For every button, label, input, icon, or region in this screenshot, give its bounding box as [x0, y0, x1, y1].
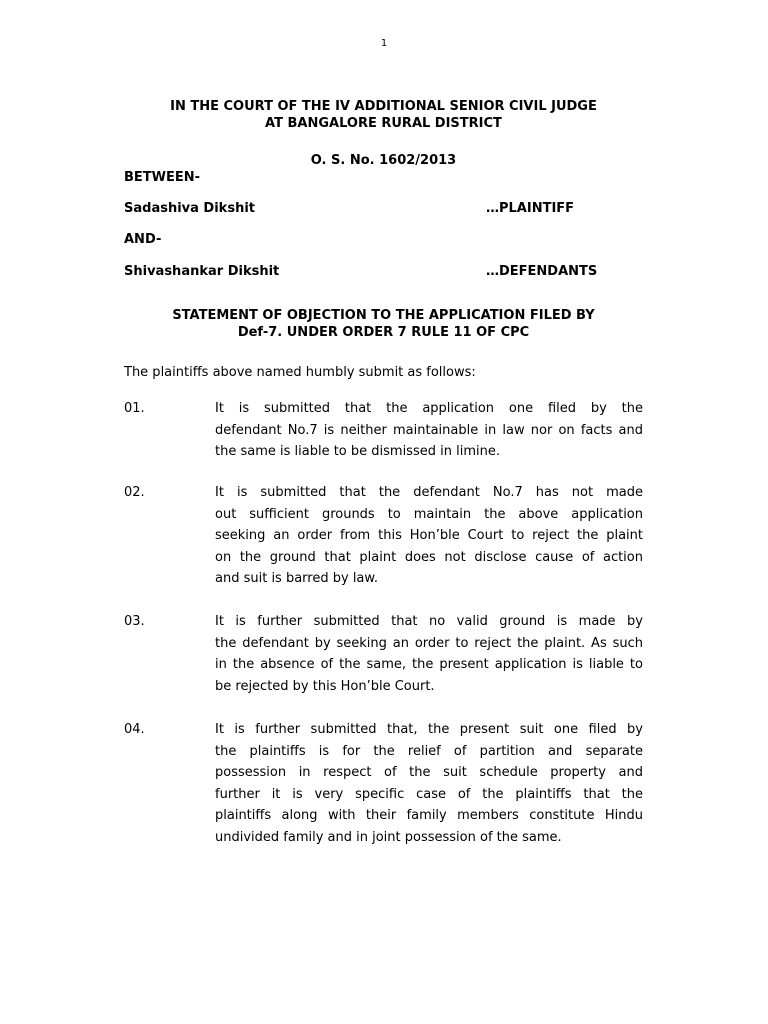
paragraph-line: It is further submitted that, the present suit one filed by	[215, 722, 643, 737]
case-number: O. S. No. 1602/2013	[310, 153, 457, 168]
statement-heading: STATEMENT OF OBJECTION TO THE APPLICATION FILED BY Def-7. UNDER ORDER 7 RULE 11 OF CPC	[172, 308, 595, 340]
paragraph-number-01: 01.	[124, 401, 145, 416]
paragraph-line: the plaintiffs is for the relief of partition and separate	[215, 743, 643, 759]
court-heading: IN THE COURT OF THE IV ADDITIONAL SENIOR CIVIL JUDGE AT BANGALORE RURAL DISTRICT	[170, 99, 597, 131]
paragraph-line: in the absence of the same, the present application is liable to	[215, 657, 643, 672]
between-label: BETWEEN-	[124, 170, 201, 185]
paragraph-line: defendant No.7 is neither maintainable in law nor on facts and	[215, 422, 643, 438]
paragraph-text-04	[169, 719, 643, 848]
paragraph-text-01	[169, 398, 643, 463]
paragraph-number-04: 04.	[124, 722, 145, 737]
paragraph-number-03: 03.	[124, 614, 145, 629]
intro-text: The plaintiffs above named humbly submit as follows:	[124, 365, 476, 380]
paragraph-line: possession in respect of the suit schedule property and	[215, 765, 643, 780]
plaintiff-name: Sadashiva Dikshit	[124, 201, 255, 216]
paragraph-line: the same is liable to be dismissed in limine.	[215, 444, 500, 459]
paragraph-line: and suit is barred by law.	[215, 571, 378, 586]
paragraph-line: out sufficient grounds to maintain the above application	[215, 506, 643, 522]
paragraph-line: further it is very specific case of the plaintiffs that the	[215, 786, 643, 802]
paragraph-line: It is submitted that the application one filed by the	[215, 401, 643, 416]
defendant-role: …DEFENDANTS	[486, 264, 598, 279]
paragraph-text-03	[169, 611, 643, 697]
paragraph-line: undivided family and in joint possession of the same.	[215, 829, 562, 845]
page-number: 1	[380, 38, 388, 49]
paragraph-text-02	[169, 482, 643, 590]
paragraph-line: It is further submitted that no valid ground is made by	[215, 614, 643, 629]
and-label: AND-	[124, 232, 162, 247]
paragraph-line: the defendant by seeking an order to reject the plaint. As such	[215, 635, 643, 651]
paragraph-number-02: 02.	[124, 485, 145, 500]
paragraph-line: plaintiffs along with their family members constitute Hindu	[215, 808, 643, 823]
paragraph-line: It is submitted that the defendant No.7 has not made	[215, 485, 643, 500]
paragraph-line: on the ground that plaint does not disclose cause of action	[215, 549, 643, 565]
plaintiff-role: …PLAINTIFF	[486, 201, 575, 216]
paragraph-line: be rejected by this Hon’ble Court.	[215, 678, 435, 694]
paragraph-line: seeking an order from this Hon’ble Court to reject the plaint	[215, 528, 643, 543]
defendant-name: Shivashankar Dikshit	[124, 264, 280, 279]
